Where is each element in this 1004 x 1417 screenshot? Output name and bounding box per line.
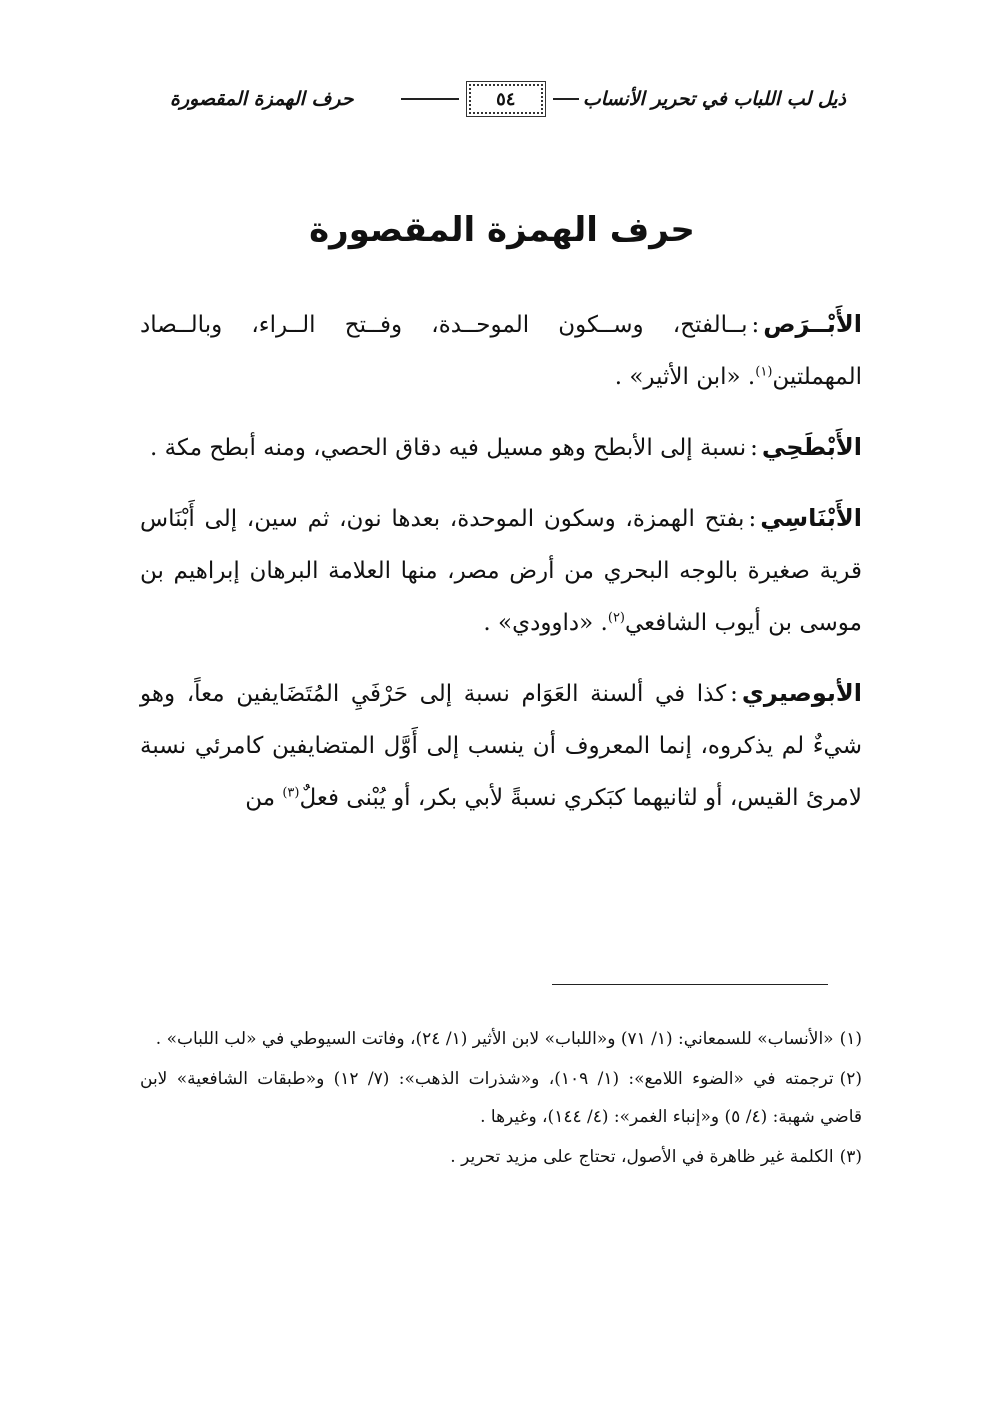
footnote-2	[140, 1060, 862, 1136]
header-book-title: ذيل لب اللباب في تحرير الأنساب	[582, 88, 846, 110]
footnote-number: (١)	[839, 1029, 862, 1049]
header-chapter-name: حرف الهمزة المقصورة	[170, 88, 354, 110]
entry-text: بفتح الهمزة، وسكون الموحدة، بعدها نون، ثم سين، إلى أَبْنَاس قرية صغيرة بالوجه البحري من أرض مصر، منها العلامة البرهان إبراهيم بن موسى بن أيوب الشافعي	[140, 506, 862, 636]
header-page-number: ٥٤	[469, 84, 543, 114]
footnote-number: (٢)	[839, 1069, 862, 1089]
entry-term: الأَبْنَاسِي	[760, 504, 862, 532]
footnote-text: ترجمته في «الضوء اللامع»: (١/ ١٠٩)، و«شذرات الذهب»: (٧/ ١٢) و«طبقات الشافعية» لابن قاضي شهبة: (٤/ ٥) و«إنباء الغمر»: (٤/ ١٤٤)، وغيرها .	[140, 1069, 862, 1127]
entry-abnasi: الأَبْنَاسِي:بفتح الهمزة، وسكون الموحدة، بعدها نون، ثم سين، إلى أَبْنَاس قرية صغيرة بالوجه البحري من أرض مصر، منها العلامة البرهان إبراهيم بن موسى بن أيوب الشافعي$^{(٢)}$. «داوودي» .	[140, 504, 862, 636]
entry-abras: الأَبْــرَص:بــالفتح، وســكون الموحــدة، وفــتح الــراء، وبالــصاد المهملتين$^{(١)}$. «ابن الأثير» .	[140, 310, 862, 390]
footnote-marker: (٢)	[607, 610, 625, 626]
footnotes	[140, 1020, 862, 1178]
entry-text: نسبة إلى الأبطح وهو مسيل فيه دقاق الحصي، ومنه أبطح مكة .	[150, 435, 747, 461]
footnote-separator	[552, 984, 828, 985]
entry-term: الأَبْــرَص	[763, 310, 862, 338]
entry-text: كذا في ألسنة العَوَام نسبة إلى حَرْفَيِ المُتَضَايفين معاً، وهو شيءٌ لم يذكروه، إنما المعروف أن ينسب إلى أَوَّل المتضايفين كامرئي نسبة لامرئ القيس، أو لثانيهما كبَكري نسبةً لأبي بكر، أو يُبْنى فعلٌ	[140, 681, 862, 811]
body-text	[140, 298, 862, 842]
entry-abtahi: الأَبْطَحِي:نسبة إلى الأبطح وهو مسيل فيه دقاق الحصي، ومنه أبطح مكة .	[150, 433, 862, 461]
entry-term: الأبوصيري	[741, 679, 862, 707]
footnote-text: الكلمة غير ظاهرة في الأصول، تحتاج على مزيد تحرير .	[450, 1147, 834, 1167]
header-rule-right	[553, 98, 579, 100]
entry-continuation: من	[245, 785, 276, 811]
chapter-title: حرف الهمزة المقصورة	[309, 210, 695, 250]
footnote-marker: (١)	[755, 364, 773, 380]
footnote-number: (٣)	[839, 1147, 862, 1167]
footnote-3	[140, 1138, 862, 1176]
entry-abusiri: الأبوصيري:كذا في ألسنة العَوَام نسبة إلى حَرْفَيِ المُتَضَايفين معاً، وهو شيءٌ لم يذكروه، إنما المعروف أن ينسب إلى أَوَّل المتضايفين كامرئي نسبة لامرئ القيس، أو لثانيهما كبَكري نسبةً لأبي بكر، أو يُبْنى فعلٌ$^{(٣)}$ من	[140, 679, 862, 811]
entry-source: . «ابن الأثير» .	[614, 364, 756, 390]
entry-text: بــالفتح، وســكون الموحــدة، وفــتح الــراء، وبالــصاد المهملتين	[140, 312, 862, 390]
running-header	[170, 82, 846, 116]
footnote-text: «الأنساب» للسمعاني: (١/ ٧١) و«اللباب» لابن الأثير (١/ ٢٤)، وفاتت السيوطي في «لب اللباب» .	[155, 1029, 834, 1049]
footnote-marker: (٣)	[282, 785, 300, 801]
header-rule-left	[401, 98, 459, 100]
entry-term: الأَبْطَحِي	[761, 433, 862, 461]
entry-source: . «داوودي» .	[483, 610, 608, 636]
footnote-1	[140, 1020, 862, 1058]
